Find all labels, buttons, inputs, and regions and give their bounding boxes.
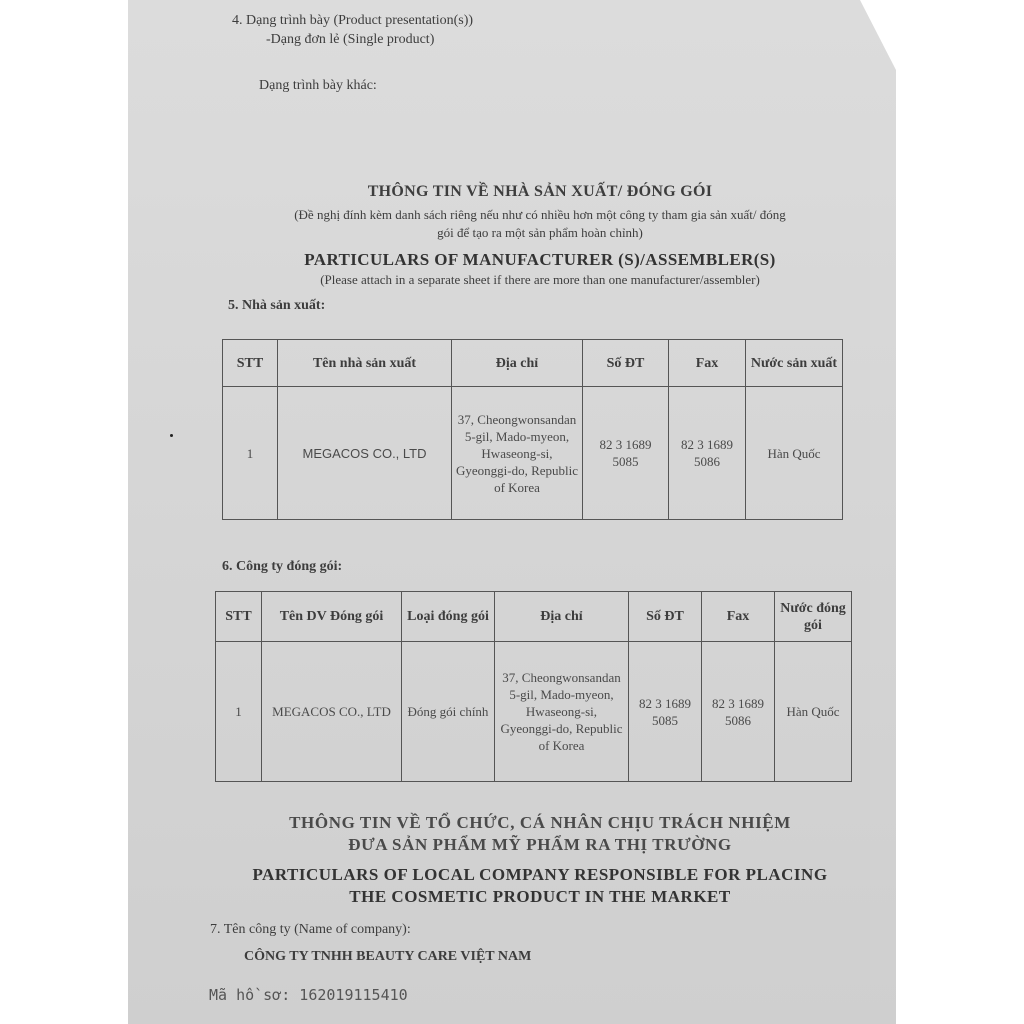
header-stt: STT	[223, 340, 278, 387]
cell-fax: 82 3 1689 5086	[669, 387, 746, 520]
ink-speck	[170, 434, 173, 437]
manufacturer-note-en: (Please attach in a separate sheet if there are more than one manufacturer/assembler)	[320, 272, 760, 287]
cell-country: Hàn Quốc	[746, 387, 843, 520]
section4-single-product: -Dạng đơn lẻ (Single product)	[266, 32, 435, 47]
cell-stt: 1	[216, 642, 262, 782]
table-row	[223, 387, 843, 520]
section4-heading: 4. Dạng trình bày (Product presentation(s))	[232, 13, 474, 28]
header-address: Địa chỉ	[452, 340, 583, 387]
manufacturer-title-vi: THÔNG TIN VỀ NHÀ SẢN XUẤT/ ĐÓNG GÓI	[367, 183, 713, 200]
header-country: Nước đóng gói	[775, 592, 852, 642]
cell-address: 37, Cheongwonsandan 5-gil, Mado-myeon, Hwaseong-si, Gyeonggi-do, Republic of Korea	[495, 642, 629, 782]
header-phone: Số ĐT	[629, 592, 702, 642]
cell-manufacturer-name: MEGACOS CO., LTD	[278, 387, 452, 520]
header-country: Nước sản xuất	[746, 340, 843, 387]
cell-fax: 82 3 1689 5086	[702, 642, 775, 782]
section5-label: 5. Nhà sản xuất:	[228, 298, 326, 313]
header-packaging-type: Loại đóng gói	[402, 592, 495, 642]
manufacturer-table	[222, 339, 843, 520]
manufacturer-table-header-row	[223, 340, 843, 387]
cell-packager-name: MEGACOS CO., LTD	[262, 642, 402, 782]
cell-stt: 1	[223, 387, 278, 520]
header-address: Địa chỉ	[495, 592, 629, 642]
header-phone: Số ĐT	[583, 340, 669, 387]
cell-phone: 82 3 1689 5085	[629, 642, 702, 782]
section6-label: 6. Công ty đóng gói:	[222, 559, 343, 574]
header-stt: STT	[216, 592, 262, 642]
cell-country: Hàn Quốc	[775, 642, 852, 782]
header-fax: Fax	[702, 592, 775, 642]
header-manufacturer-name: Tên nhà sản xuất	[278, 340, 452, 387]
header-fax: Fax	[669, 340, 746, 387]
packager-table	[215, 591, 852, 782]
manufacturer-note-vi-line1: (Đề nghị đính kèm danh sách riêng nếu như có nhiều hơn một công ty tham gia sản xuất/ đóng	[294, 207, 786, 222]
local-company-title-vi-line1: THÔNG TIN VỀ TỔ CHỨC, CÁ NHÂN CHỊU TRÁCH NHIỆM	[289, 813, 791, 832]
section7-company-name: CÔNG TY TNHH BEAUTY CARE VIỆT NAM	[244, 949, 532, 964]
local-company-title-en-line1: PARTICULARS OF LOCAL COMPANY RESPONSIBLE FOR PLACING	[252, 865, 828, 884]
table-row	[216, 642, 852, 782]
dossier-code: Mã hồ sơ: 162019115410	[209, 986, 408, 1004]
section7-label: 7. Tên công ty (Name of company):	[210, 922, 411, 937]
cell-phone: 82 3 1689 5085	[583, 387, 669, 520]
header-packager-name: Tên DV Đóng gói	[262, 592, 402, 642]
cell-address: 37, Cheongwonsandan 5-gil, Mado-myeon, Hwaseong-si, Gyeonggi-do, Republic of Korea	[452, 387, 583, 520]
manufacturer-title-en: PARTICULARS OF MANUFACTURER (S)/ASSEMBLER(S)	[304, 250, 776, 269]
local-company-title-vi-line2: ĐƯA SẢN PHẨM MỸ PHẨM RA THỊ TRƯỜNG	[348, 835, 732, 854]
cell-packaging-type: Đóng gói chính	[402, 642, 495, 782]
packager-table-header-row	[216, 592, 852, 642]
manufacturer-note-vi-line2: gói để tạo ra một sản phẩm hoàn chỉnh)	[437, 225, 643, 240]
section4-other-presentation: Dạng trình bày khác:	[259, 78, 377, 93]
local-company-title-en-line2: THE COSMETIC PRODUCT IN THE MARKET	[349, 887, 731, 906]
